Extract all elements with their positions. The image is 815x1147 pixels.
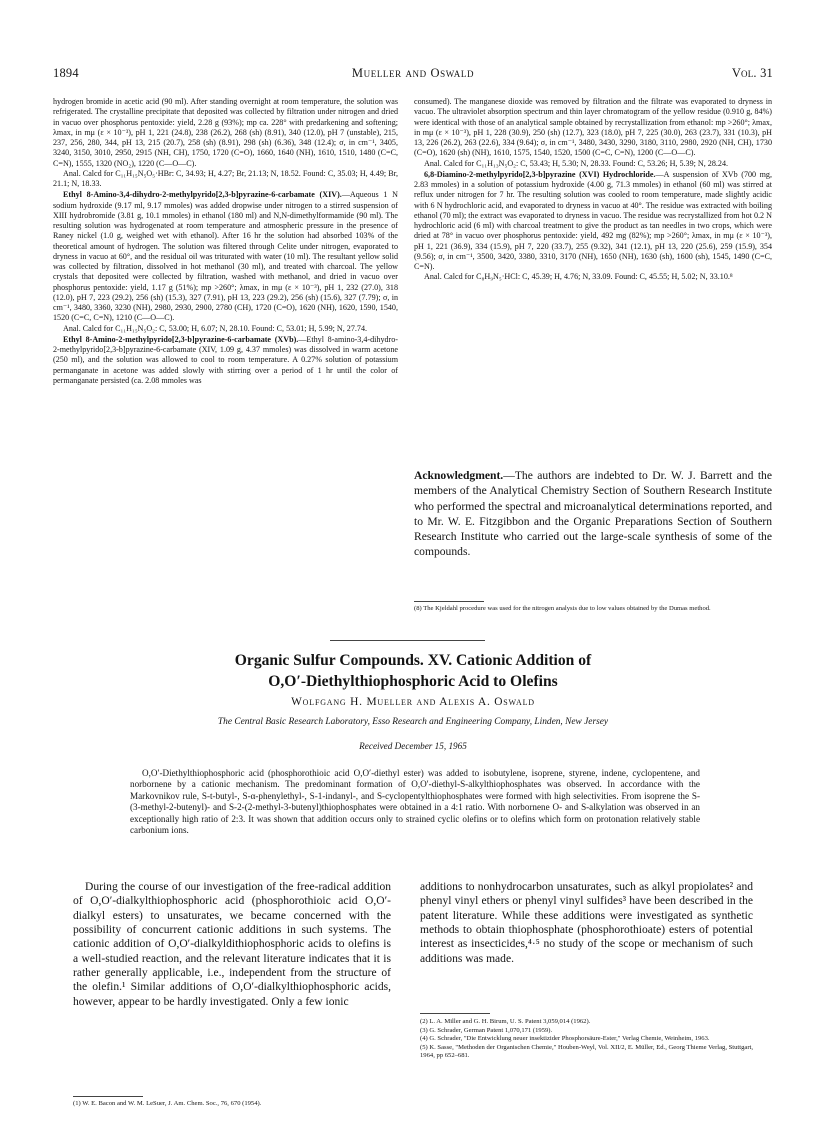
right-column-experimental: [414, 97, 772, 457]
compound-heading: Ethyl 8-Amino-3,4-dihydro-2-methylpyrido[2,3-b]pyrazine-6-carbamate (XIV).: [63, 190, 342, 200]
article-authors: Wolfgang H. Mueller and Alexis A. Oswald: [291, 696, 535, 708]
footnote-text: (1) W. E. Bacon and W. M. LeSuer, J. Am. Chem. Soc., 76, 670 (1954).: [73, 1100, 262, 1107]
compound-text: —Ethyl 8-amino-3,4-dihydro-2-methylpyrido[2,3-b]pyrazine-6-carbamate (XIV, 1.09 g, 4.37 mmoles) was dissolved in warm acetone (250 ml), and the solution was allowed to cool to room temperature. A 0.27% solution of potassium permanganate in acetone was added slowly with stirring over a period of 1 hr until the color of permanganate persisted (ca. 2.08 mmoles was: [53, 334, 398, 385]
paragraph: hydrogen bromide in acetic acid (90 ml). After standing overnight at room temperature, the solution was refrigerated. The crystalline precipitate that deposited was collected by filtration under nitrogen and dried in vacuo over phosphorus pentoxide: yield, 2.28 g (93%); mp ca. 228° with predarkening and softening; λmax, in mμ (ε × 10⁻³), pH 1, 221 (24.8), 238 (26.2), 268 (sh) (8.91), 340 (12.0), pH 7 (unstable), 215, 237, 256, 280, 344, pH 13, 215 (20.7), 258 (sh) (8.91), 298 (sh) (6.36), 348 (12.4); σ, in cm⁻¹, 3405, 3240, 3150, 3010, 2950, 2915 (NH, CH), 1750, 1720 (C=O), 1660, 1640 (NH), 1610, 1510, 1480 (C=C, C=N), 1555, 1320 (NO₂), 1220 (C—O—C).: [53, 97, 398, 168]
body-left-column: [73, 880, 391, 1092]
received-date: Received December 15, 1965: [359, 741, 467, 751]
article-divider: [330, 640, 485, 641]
footnotes-right: [420, 1018, 753, 1084]
acknowledgment-text: —The authors are indebted to Dr. W. J. Barrett and the members of the Analytical Chemistry Section of Southern Research Institute who performed the spectral and microanalytical determinations reported, and to Mr. W. E. Fitzgibbon and the Organic Preparations Section of Southern Research Institute who carried out the large-scale synthesis of some of the compounds.: [414, 469, 772, 559]
left-column-experimental: [53, 97, 398, 635]
running-head: [53, 66, 773, 82]
footnote-text: (2) L. A. Miller and G. H. Birum, U. S. Patent 3,059,014 (1962).: [420, 1018, 591, 1025]
footnote-divider: [73, 1096, 143, 1097]
analysis-paragraph: Anal. Calcd for C₁₁H₁₅N₅O₅·HBr: C, 34.93; H, 4.27; Br, 21.13; N, 18.52. Found: C, 35.03; H, 4.49; Br, 21.1; N, 18.33.: [53, 168, 398, 188]
article-affiliation: The Central Basic Research Laboratory, Esso Research and Engineering Company, Linden, New Jersey: [217, 717, 609, 727]
compound-paragraph: [53, 335, 398, 386]
compound-paragraph: [53, 190, 398, 323]
abstract: [130, 768, 700, 863]
acknowledgment-title: Acknowledgment.: [414, 469, 504, 482]
acknowledgment: [414, 468, 772, 596]
analysis-paragraph: Anal. Calcd for C₁₁H₁₅N₅O₂: C, 53.00; H, 6.07; N, 28.10. Found: C, 53.01; H, 5.99; N, 27.74.: [63, 323, 368, 333]
footnote: [414, 605, 772, 627]
volume-number: Vol. 31: [731, 66, 773, 80]
compound-heading: Ethyl 8-Amino-2-methylpyrido[2,3-b]pyrazine-6-carbamate (XVb).: [63, 334, 299, 344]
article-title: [53, 650, 773, 692]
abstract-text: O,O′-Diethylthiophosphoric acid (phosphorothioic acid O,O′-diethyl ester) was added to isobutylene, isoprene, styrene, indene, cyclopentene, and norbornene by a cationic mechanism. The predominant formation of O,O′-diethyl-S-alkylthiophosphates was observed. In accordance with the Markovnikov rule, S-t-butyl-, S-α-phenylethyl-, S-1-indanyl-, and S-cyclopentylthiophosphates were formed with high selectivities. From isoprene the S-(3-methyl-2-butenyl)- and S-2-(2-methyl-3-butenyl)thiophosphates were obtained in a 4:1 ratio. With norbornene O- and S-alkylation was observed in an exceptionally high ratio of 2:3. It was shown that addition occurs only to strained cyclic olefins or to olefins which form on protonation relatively stable carbonium ions.: [130, 768, 700, 836]
footnote-divider: [420, 1013, 490, 1014]
page-number: 1894: [53, 66, 79, 80]
analysis-paragraph: Anal. Calcd for C₁₁H₁₃N₅O₂: C, 53.43; H, 5.30; N, 28.33. Found: C, 53.26; H, 5.39; N, 28.24.: [424, 158, 729, 168]
compound-paragraph: [414, 170, 772, 273]
compound-text: —Aqueous 1 N sodium hydroxide (9.17 ml, 9.17 mmoles) was added dropwise under nitrogen to a stirred suspension of XIII hydrobromide (3.81 g, 10.1 mmoles) in ethanol (180 ml) and N,N-dimethylformamide (90 ml). The resulting solution was hydrogenated at room temperature and atmospheric pressure in the presence of Raney nickel (1.0 g, weighed wet with ethanol). After 16 hr the solution had absorbed 103% of the theoretical amount of hydrogen. The solution was filtered through Celite under nitrogen, evaporated to dryness in vacuo at 60°, and the residual oil was triturated with water (10 ml). The resultant yellow solid was collected by filtration, dissolved in hot methanol (30 ml), and treated with charcoal. The yellow crystals that deposited were collected by filtration, washed with methanol, and dried in vacuo over phosphorus pentoxide: yield, 1.17 g (51%); mp >260°; λmax, in mμ (ε × 10⁻³), pH 1, 232 (27.0), 318 (12.0), pH 7, 223 (29.2), 256 (sh) (15.3), 327 (7.91), pH 13, 223 (29.2), 256 (sh) (15.6), 327 (7.79); σ, in cm⁻¹, 3480, 3360, 3230 (NH), 2980, 2930, 2900, 2780 (CH), 1720 (C=O), 1620 (NH), 1620, 1590, 1540, 1520 (C=C, C=N), 1210 (C—O—C).: [53, 190, 398, 323]
footnote-text: (3) G. Schrader, German Patent 1,070,171 (1959).: [420, 1026, 553, 1034]
paragraph: consumed). The manganese dioxide was removed by filtration and the filtrate was evaporated to dryness in vacuo. The ultraviolet absorption spectrum and thin layer chromatogram of the yellow residue (0.910 g, 84%) were identical with those of an analytical sample obtained by recrystallization from ethanol: mp >260°; λmax, in mμ (ε × 10⁻³), pH 1, 228 (30.9), 250 (sh) (12.7), 323 (18.0), pH 7, 225 (30.0), 263 (23.7), 331 (10.3), pH 13, 226 (26.2), 263 (22.6), 334 (9.64); σ, in cm⁻¹, 3480, 3430, 3290, 3180, 3110, 2980, 2920 (NH, CH), 1730 (C=O), 1620 (sh) (NH), 1610, 1575, 1540, 1520, 1500 (C=C, C=N), 1200 (C—O—C).: [414, 97, 772, 158]
title-line: Organic Sulfur Compounds. XV. Cationic Addition of: [234, 652, 592, 669]
body-right-column: [420, 880, 753, 1008]
compound-text: —A suspension of XVb (700 mg, 2.83 mmoles) in a solution of potassium hydroxide (4.00 g, 71.3 mmoles) in ethanol (60 ml) was stirred at reflux under nitrogen for 7 hr. The resulting solution was cooled to room temperature, made slightly acidic with 6 N hydrochloric acid, and evaporated to dryness in vacuo at 40°. The residue was extracted with boiling ethanol (70 ml); the extract was evaporated to dryness in vacuo. The residue was recrystallized from hot 0.2 N hydrochloric acid (6 ml) with charcoal treatment to give the product as tan needles in two crops, which were dried at 78° in vacuo over phosphorus pentoxide: yield, 492 mg (82%); mp >260°; λmax, in mμ (ε × 10⁻³), pH 1, 221 (36.9), 334 (15.9), pH 7, 220 (33.7), 255 (9.32), 341 (12.1), pH 13, 220 (25.6), 259 (15.9), 354 (9.56); σ, in cm⁻¹, 3500, 3420, 3380, 3310, 3170 (NH), 1650 (NH), 1630 (sh), 1600 (sh), 1545, 1490 (C=C, C=N).: [414, 169, 772, 271]
compound-heading: 6,8-Diamino-2-methylpyrido[2,3-b]pyrazine (XVI) Hydrochloride.: [424, 169, 656, 179]
title-line: O,O′-Diethylthiophosphoric Acid to Olefins: [268, 673, 558, 690]
footnote-text: (5) K. Sasse, "Methoden der Organischen Chemie," Houben-Weyl, Vol. XII/2, E. Müller, Ed., Georg Thieme Verlag, Stuttgart, 1964, pp 652–681.: [420, 1043, 753, 1060]
footnote-text: (4) G. Schrader, "Die Entwicklung neuer insektizider Phosphorsäure-Ester," Verlag Chemie, Weinheim, 1963.: [420, 1035, 710, 1043]
body-paragraph: During the course of our investigation of the free-radical addition of O,O′-dialkylthiophosphoric acid (phosphorothioic acid O,O′-dialkyl esters) to unsaturates, we became concerned with the possibility of concurrent cationic additions in such systems. The cationic addition of O,O′-dialkyldithiophosphoric acids to olefins is a well-studied reaction, and the relevant literature indicates that it is rather generally applicable, i.e., independent from the structure of the olefin.¹ Similar additions of O,O′-dialkylthiophosphoric acids, however, appear to be hardly investigated. Only a few ionic: [73, 881, 391, 1008]
footnote-text: (8) The Kjeldahl procedure was used for the nitrogen analysis due to low values obtained by the Dumas method.: [414, 605, 711, 612]
footnote-divider: [414, 601, 484, 602]
body-paragraph: additions to nonhydrocarbon unsaturates, such as alkyl propiolates² and phenyl vinyl ethers or phenyl vinyl sulfides³ have been described in the patent literature. While these additions were investigated as synthetic methods to obtain thiophosphate (phosphorothioate) esters of potential interest as insecticides,⁴·⁵ no study of the scope or mechanism of such additions was made.: [420, 881, 753, 965]
analysis-paragraph: Anal. Calcd for C₈H₉N₅·HCl: C, 45.39; H, 4.76; N, 33.09. Found: C, 45.55; H, 5.02; N, 33.10.⁸: [424, 272, 733, 282]
running-head-authors: Mueller and Oswald: [351, 66, 475, 80]
footnote-left: [73, 1100, 391, 1114]
